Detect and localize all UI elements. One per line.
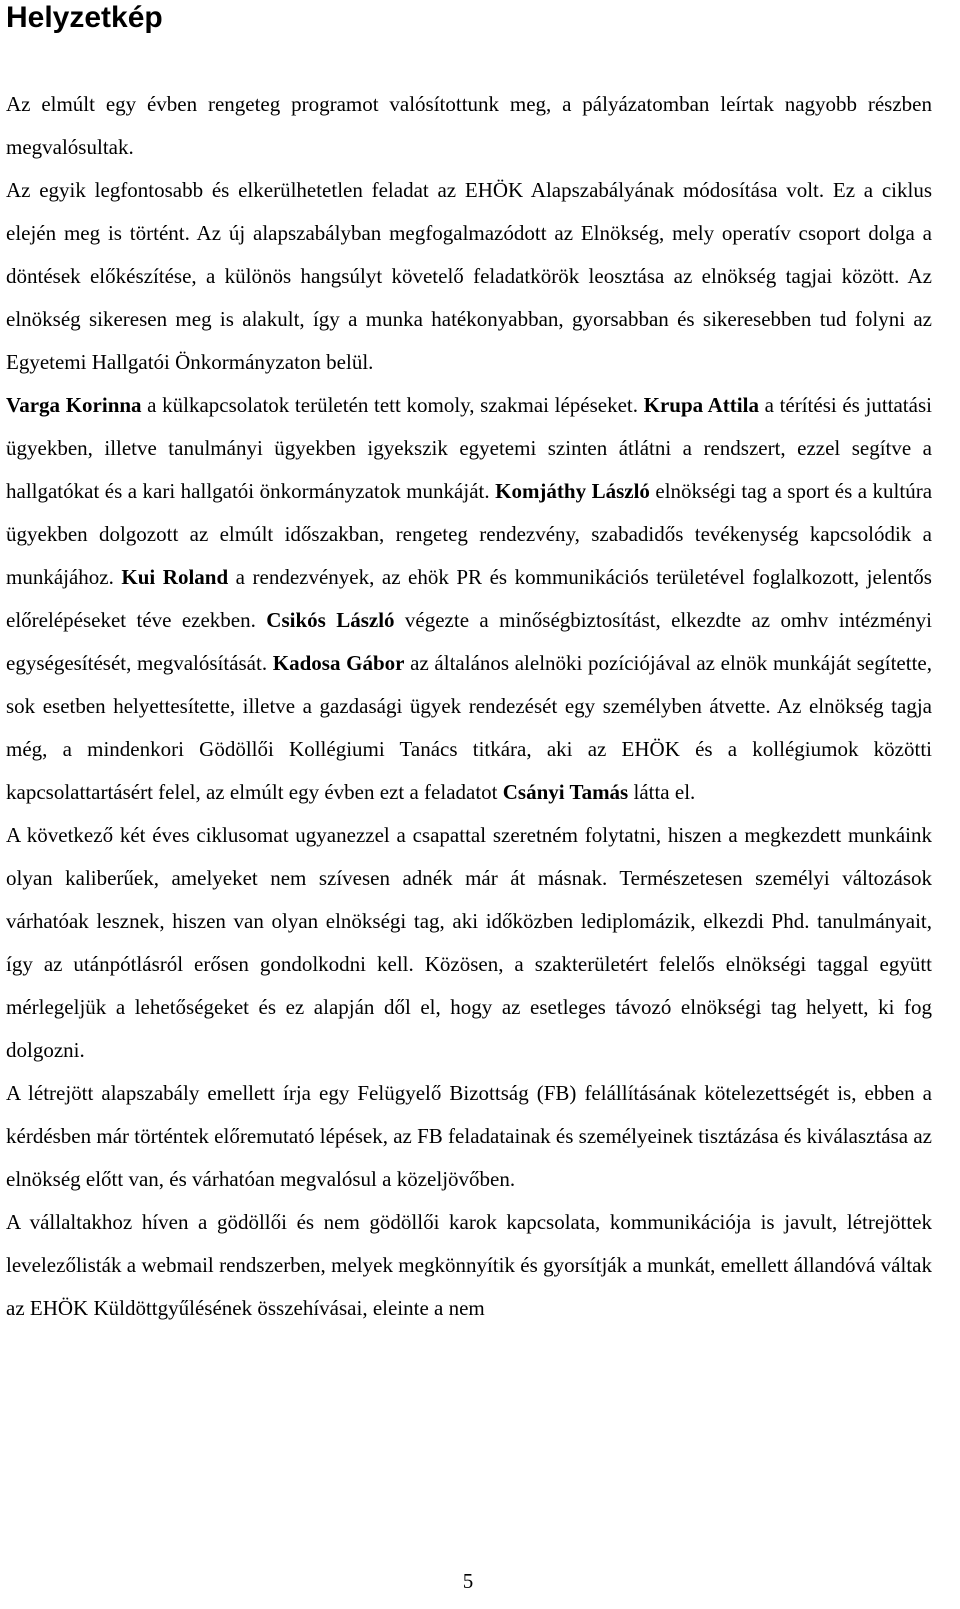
text-run: az általános alelnöki pozíciójával az elnök munkáját segítette, sok esetben helyettesítette, illetve a gazdasági ügyek rendezését egy személyben átvette. Az elnökség tagja még, a mindenkori Gödöllői Kollégiumi Tanács titkára, aki az EHÖK és a kollégiumok közötti kapcsolattartásért felel, az elmúlt egy évben ezt a feladatot — [6, 651, 932, 804]
person-name: Varga Korinna — [6, 393, 142, 417]
text-run: Az egyik legfontosabb és elkerülhetetlen feladat az EHÖK Alapszabályának módosítása volt. Ez a ciklus elején meg is történt. Az új alapszabályban megfogalmazódott az Elnökség, mely operatív csoport dolga a döntések előkészítése, a különös hangsúlyt követelő feladatkörök leosztása az elnökség tagjai között. Az elnökség sikeresen meg is alakult, így a munka hatékonyabban, gyorsabban és sikeresebben tud folyni az Egyetemi Hallgatói Önkormányzaton belül. — [6, 178, 932, 374]
paragraph — [6, 1201, 932, 1330]
text-run: látta el. — [628, 780, 696, 804]
page-number: 5 — [462, 1569, 474, 1593]
person-name: Csányi Tamás — [502, 780, 629, 804]
paragraph — [6, 384, 932, 814]
paragraph — [6, 814, 932, 1072]
text-run: Az elmúlt egy évben rengeteg programot valósítottunk meg, a pályázatomban leírtak nagyobb részben megvalósultak. — [6, 92, 932, 159]
text-run: A létrejött alapszabály emellett írja egy Felügyelő Bizottság (FB) felállításának kötelezettségét is, ebben a kérdésben már történtek előremutató lépések, az FB feladatainak és személyeinek tisztázása és kiválasztása az elnökség előtt van, és várhatóan megvalósul a közeljövőben. — [6, 1081, 932, 1191]
document-body — [6, 83, 932, 1330]
text-run: elnökségi tag a sport és a kultúra ügyekben dolgozott az elmúlt időszakban, rengeteg rendezvény, szabadidős tevékenység kapcsolódik a munkájához. — [6, 479, 933, 589]
text-run: a térítési és juttatási ügyekben, illetve tanulmányi ügyekben igyekszik egyetemi szinten átlátni a rendszert, ezzel segítve a hallgatókat és a kari hallgatói önkormányzatok munkáját. — [6, 393, 932, 503]
person-name: Komjáthy László — [495, 479, 650, 503]
page-title: Helyzetkép — [6, 1, 163, 34]
paragraph — [6, 83, 932, 169]
text-run: A vállaltakhoz híven a gödöllői és nem gödöllői karok kapcsolata, kommunikációja is javult, létrejöttek levelezőlisták a webmail rendszerben, melyek megkönnyítik és gyorsítják a munkát, emellett állandóvá váltak az EHÖK Küldöttgyűlésének összehívásai, eleinte a nem — [6, 1210, 932, 1320]
person-name: Krupa Attila — [643, 393, 759, 417]
text-run: A következő két éves ciklusomat ugyanezzel a csapattal szeretném folytatni, hiszen a megkezdett munkáink olyan kaliberűek, amelyeket nem szívesen adnék már át másnak. Természetesen személyi változások várhatóak lesznek, hiszen van olyan elnökségi tag, aki időközben lediplomázik, elkezdi Phd. tanulmányait, így az utánpótlásról erősen gondolkodni kell. Közösen, a szakterületért felelős elnökségi taggal együtt mérlegeljük a lehetőségeket és ez alapján dől el, hogy az esetleges távozó elnökségi tag helyett, ki fog dolgozni. — [6, 823, 932, 1062]
text-run: a külkapcsolatok területén tett komoly, szakmai lépéseket. — [141, 393, 644, 417]
paragraph — [6, 1072, 932, 1201]
person-name: Kadosa Gábor — [272, 651, 405, 675]
person-name: Csikós László — [266, 608, 395, 632]
text-run: a rendezvények, az ehök PR és kommunikációs területével foglalkozott, jelentős előrelépéseket téve ezekben. — [6, 565, 932, 632]
person-name: Kui Roland — [121, 565, 229, 589]
document-page — [6, 0, 932, 1330]
text-run: végezte a minőségbiztosítást, elkezdte az omhv intézményi egységesítését, megvalósítását. — [6, 608, 932, 675]
paragraph — [6, 169, 932, 384]
